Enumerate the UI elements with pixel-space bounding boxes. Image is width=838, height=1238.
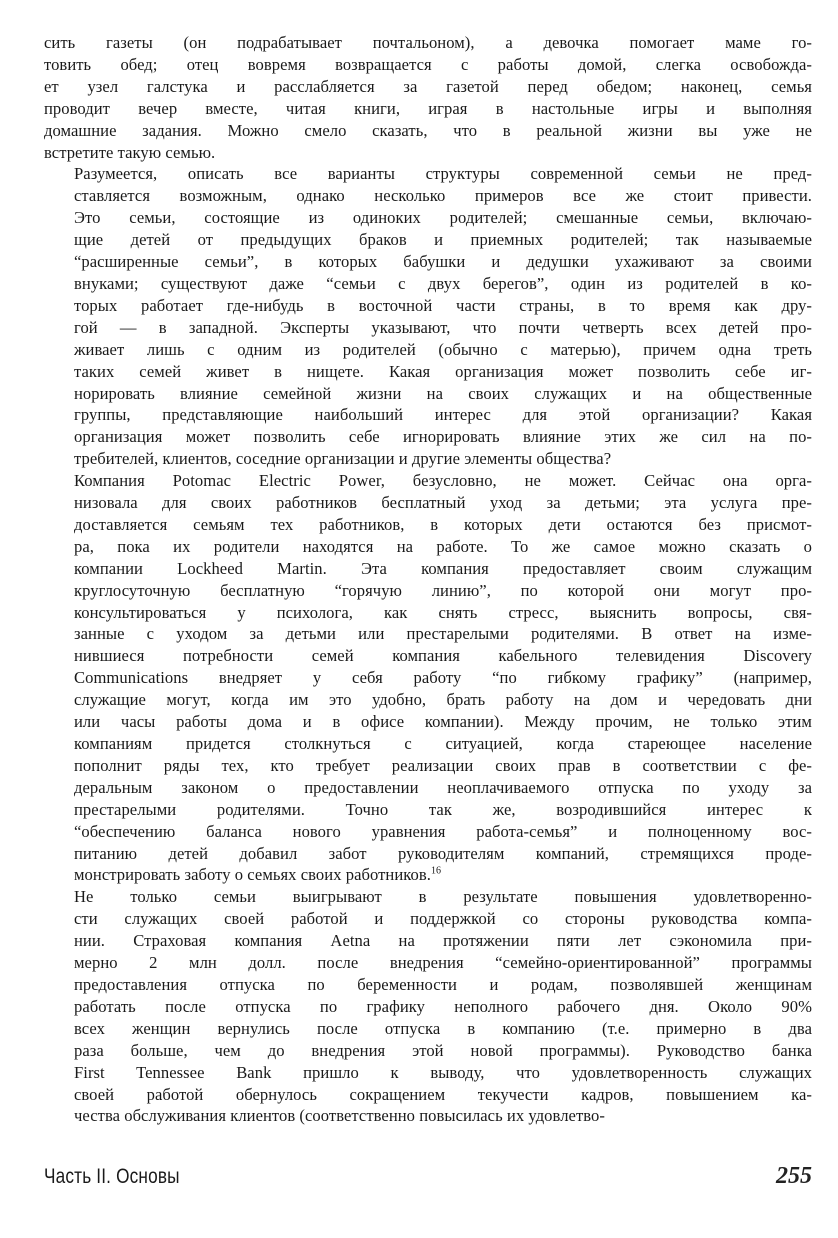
text-line: Communications внедряет у себя работу “по гибкому графику” (например, bbox=[74, 668, 812, 688]
text-line: круглосуточную бесплатную “горячую линию”, по которой они могут про- bbox=[74, 580, 812, 600]
text-line: встретите такую семью. bbox=[44, 142, 216, 162]
text-line: организация может позволить себе игнорировать влияние этих же сил на по- bbox=[74, 427, 812, 447]
text-line: своей работой обернулось сокращением текучести кадров, повышением ка- bbox=[74, 1084, 812, 1104]
text-line: таких семей живет в нищете. Какая организация может позволить себе иг- bbox=[74, 361, 812, 381]
text-line: группы, представляющие наибольший интерес для этой организации? Какая bbox=[74, 405, 812, 425]
text-line: предоставления отпуска по беременности и родам, позволявшей женщинам bbox=[74, 974, 812, 994]
paragraph bbox=[44, 163, 812, 470]
text-line: деральным законом о предоставлении неоплачиваемого отпуска по уходу за bbox=[74, 777, 812, 797]
text-line: проводит вечер вместе, читая книги, играя в настольные игры и выполняя bbox=[44, 98, 812, 118]
text-line: ет узел галстука и расслабляется за газетой перед обедом; наконец, семья bbox=[44, 76, 812, 96]
text-line: “расширенные семьи”, в которых бабушки и дедушки ухаживают за своими bbox=[74, 252, 812, 272]
text-line: мерно 2 млн долл. после внедрения “семейно-ориентированной” программы bbox=[74, 953, 812, 973]
text-line: всех женщин вернулись после отпуска в компанию (т.е. примерно в два bbox=[74, 1018, 812, 1038]
text-line: доставляется семьям тех работников, в которых дети остаются без присмот- bbox=[74, 514, 812, 534]
footnote-marker: 16 bbox=[430, 865, 442, 877]
text-line: питанию детей добавил забот руководителям компаний, стремящихся проде- bbox=[74, 843, 812, 863]
text-line: престарелыми родителями. Точно так же, возродившийся интерес к bbox=[74, 799, 812, 819]
text-line: сти служащих своей работой и поддержкой со стороны руководства компа- bbox=[74, 909, 812, 929]
text-line: щие детей от предыдущих браков и приемных родителей; так называемые bbox=[74, 230, 812, 250]
text-line: живает лишь с одним из родителей (обычно с матерью), причем одна треть bbox=[74, 339, 812, 359]
text-line: домашние задания. Можно смело сказать, что в реальной жизни вы уже не bbox=[44, 120, 812, 140]
text-line: низовала для своих работников бесплатный уход за детьми; эта услуга пре- bbox=[74, 493, 812, 513]
paragraph bbox=[44, 32, 812, 163]
footer-part-label: Часть II. Основы bbox=[44, 1165, 180, 1188]
text-line: нившиеся потребности семей компания кабельного телевидения Discovery bbox=[74, 646, 812, 666]
book-page bbox=[44, 32, 812, 1212]
text-line: занные с уходом за детьми или престарелыми родителями. В ответ на изме- bbox=[74, 624, 812, 644]
text-line: First Tennessee Bank пришло к выводу, что удовлетворенность служащих bbox=[74, 1062, 812, 1082]
text-line: Это семьи, состоящие из одиноких родителей; смешанные семьи, включаю- bbox=[74, 208, 812, 228]
text-line: работать после отпуска по графику неполного рабочего дня. Около 90% bbox=[74, 996, 812, 1016]
text-line: гой — в западной. Эксперты указывают, что почти четверть всех детей про- bbox=[74, 317, 812, 337]
text-line: компаниям придется столкнуться с ситуацией, когда стареющее население bbox=[74, 734, 812, 753]
text-line: ра, пока их родители находятся на работе. То же самое можно сказать о bbox=[74, 536, 812, 556]
text-line: ставляется возможным, однако несколько примеров все же стоит привести. bbox=[74, 186, 812, 206]
text-line: или часы работы дома и в офисе компании). Между прочим, не только этим bbox=[74, 712, 812, 732]
text-line: нии. Страховая компания Aetna на протяжении пяти лет сэкономила при- bbox=[74, 931, 812, 951]
text-line: торых работает где-нибудь в восточной части страны, в то время как дру- bbox=[74, 295, 812, 315]
text-line: Компания Potomac Electric Power, безусловно, не может. Сейчас она орга- bbox=[74, 471, 812, 491]
page-number: 255 bbox=[776, 1163, 812, 1189]
page-footer bbox=[44, 1163, 812, 1190]
text-line: сить газеты (он подрабатывает почтальоном), а девочка помогает маме го- bbox=[44, 33, 812, 52]
text-line: пополнит ряды тех, кто требует реализации своих прав в соответствии с фе- bbox=[74, 755, 812, 775]
text-line: служащие могут, когда им это удобно, брать работу на дом и чередовать дни bbox=[74, 690, 812, 710]
text-line: Разумеется, описать все варианты структуры современной семьи не пред- bbox=[74, 164, 812, 184]
text-line: Не только семьи выигрывают в результате повышения удовлетворенно- bbox=[74, 887, 812, 907]
text-line: требителей, клиентов, соседние организации и другие элементы общества? bbox=[74, 449, 612, 469]
text-line: товить обед; отец вовремя возвращается с работы домой, слегка освобожда- bbox=[44, 54, 812, 74]
text-line: “обеспечению баланса нового уравнения работа-семья” и полноценному вос- bbox=[74, 821, 812, 841]
text-line: раза больше, чем до внедрения этой новой программы). Руководство банка bbox=[74, 1040, 812, 1060]
text-line: норировать влияние семейной жизни на своих служащих и на общественные bbox=[74, 383, 812, 403]
text-line: монстрировать заботу о семьях своих работников.$^{16}$ bbox=[74, 865, 442, 885]
text-line: компании Lockheed Martin. Эта компания предоставляет своим служащим bbox=[74, 558, 812, 578]
text-line: чества обслуживания клиентов (соответственно повысилась их удовлетво- bbox=[74, 1106, 605, 1126]
paragraph bbox=[44, 470, 812, 886]
text-line: консультироваться у психолога, как снять стресс, выяснить вопросы, свя- bbox=[74, 602, 812, 622]
paragraph bbox=[44, 886, 812, 1127]
text-line: внуками; существуют даже “семьи с двух берегов”, один из родителей в ко- bbox=[74, 273, 812, 293]
body-text bbox=[44, 32, 812, 1127]
